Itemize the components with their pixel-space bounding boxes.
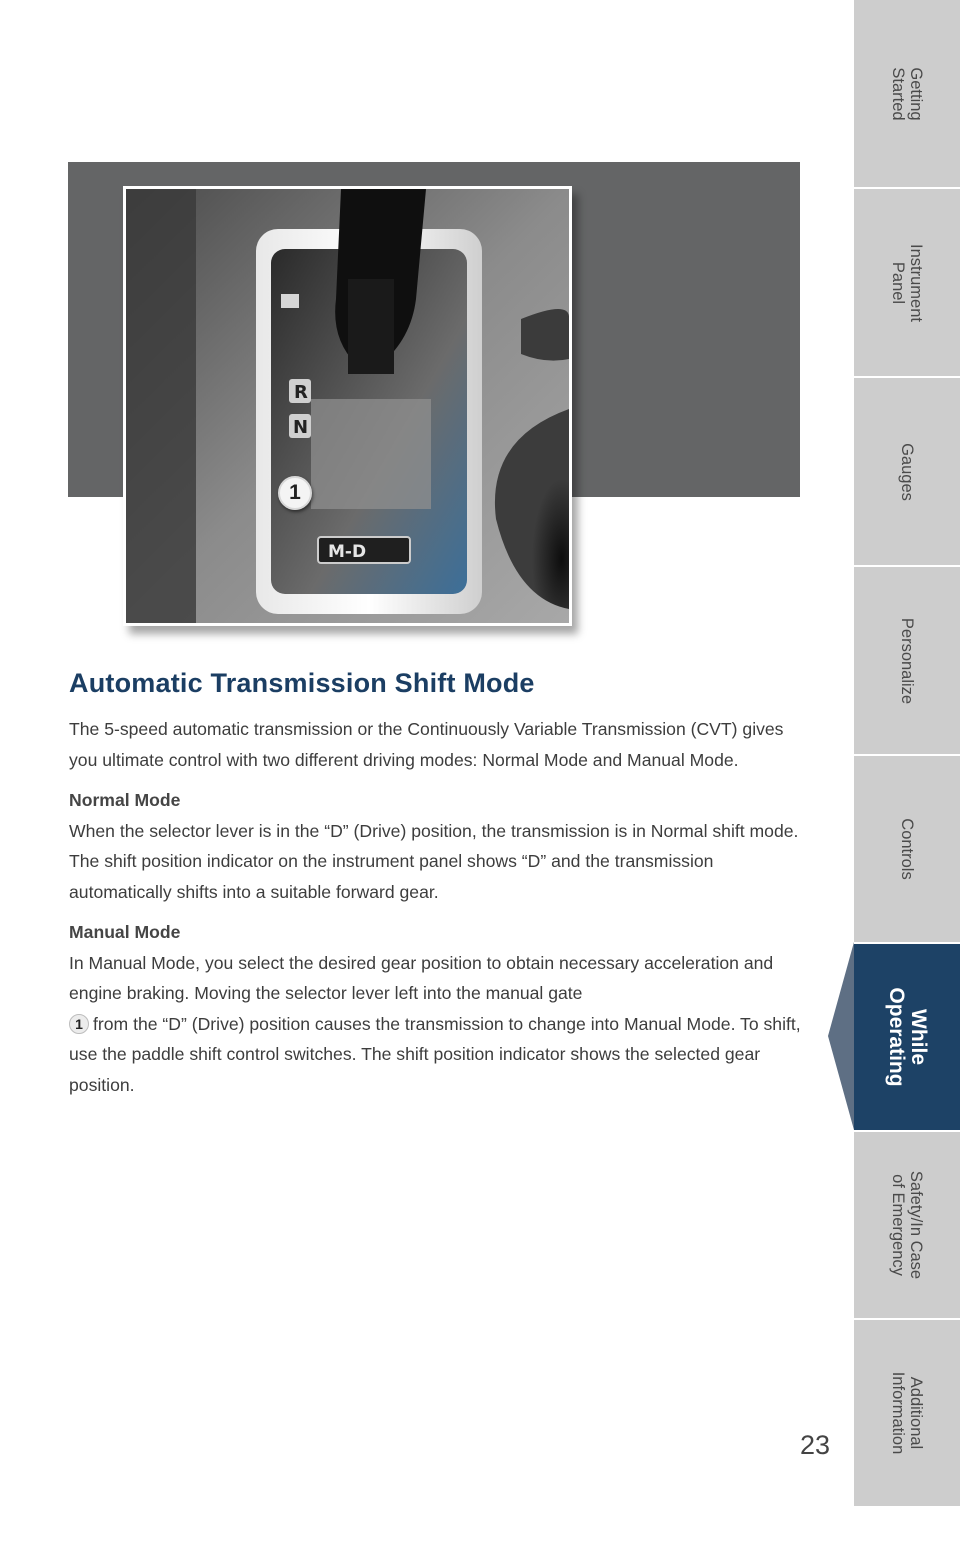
shifter-label-r: R — [294, 382, 308, 403]
active-tab-pointer — [828, 942, 854, 1130]
shifter-label-md: M-D — [328, 542, 367, 562]
tab-label: Additional Information — [889, 1371, 925, 1455]
manual-mode-heading: Manual Mode — [69, 922, 181, 942]
shifter-photo — [126, 189, 569, 623]
callout-1: 1 — [278, 476, 312, 510]
tab-label: Gauges — [898, 442, 916, 501]
tab-label: Safety/In Case of Emergency — [889, 1170, 925, 1280]
tab-controls[interactable] — [854, 756, 960, 944]
tab-label: While Operating — [885, 987, 930, 1087]
intro-paragraph: The 5-speed automatic transmission or the Continuously Variable Transmission (CVT) gives you ultimate control with two different driving modes: Normal Mode and Manual Mode. — [69, 719, 784, 770]
section-body — [69, 714, 801, 1110]
manual-mode-text-2: from the “D” (Drive) position causes the transmission to change into Manual Mode. To shift, use the paddle shift control switches. The shift position indicator shows the selected gear position. — [69, 1013, 801, 1095]
tab-personalize[interactable] — [854, 567, 960, 756]
tab-label: Controls — [898, 818, 916, 880]
page-number: 23 — [799, 1430, 830, 1460]
shifter-label-n: N — [293, 417, 309, 438]
inline-callout-1: 1 — [69, 1014, 89, 1034]
tab-label: Personalize — [898, 617, 916, 704]
tab-while-operating[interactable] — [854, 944, 960, 1132]
normal-mode-paragraph: When the selector lever is in the “D” (Drive) position, the transmission is in Normal shift mode. The shift position indicator on the instrument panel shows “D” and the transmission automatically shifts into a suitable forward gear. — [69, 820, 799, 902]
tab-gauges[interactable] — [854, 378, 960, 567]
tab-label: Getting Started — [889, 66, 925, 121]
normal-mode-heading: Normal Mode — [69, 790, 181, 810]
tab-instrument-panel[interactable] — [854, 189, 960, 378]
section-title: Automatic Transmission Shift Mode — [69, 668, 535, 698]
manual-mode-paragraph — [69, 948, 801, 1101]
tab-label: Instrument Panel — [889, 243, 925, 322]
tab-safety-emergency[interactable] — [854, 1132, 960, 1320]
tab-getting-started[interactable] — [854, 0, 960, 189]
manual-mode-text-1: In Manual Mode, you select the desired gear position to obtain necessary acceleration and engine braking. Moving the selector lever left into the manual gate — [69, 952, 774, 1003]
shifter-photo-frame — [123, 186, 572, 626]
tab-additional-information[interactable] — [854, 1320, 960, 1508]
